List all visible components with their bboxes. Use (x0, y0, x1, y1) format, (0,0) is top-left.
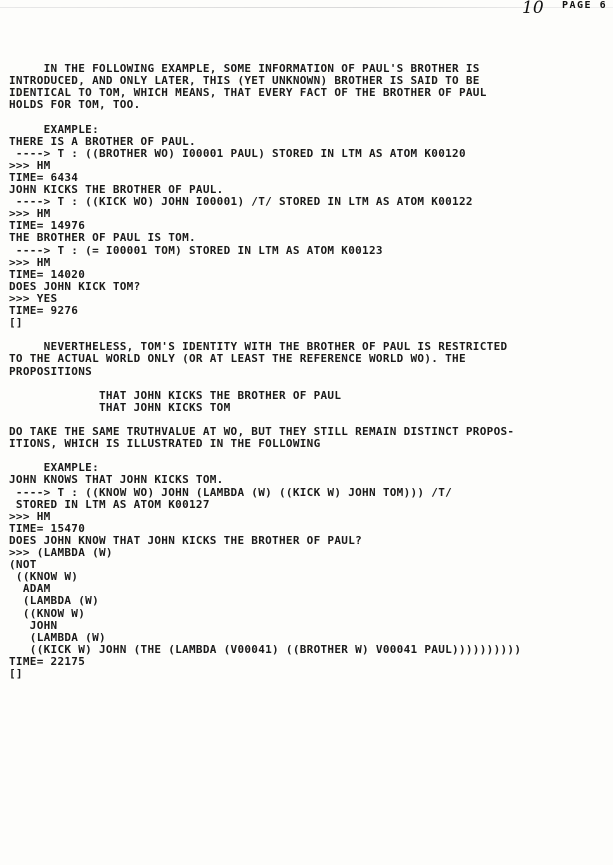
text-line: EXAMPLE: (9, 461, 99, 475)
text-line: INTRODUCED, AND ONLY LATER, THIS (YET UNKNOWN) BROTHER IS SAID TO BE (9, 74, 480, 88)
text-line: ----> T : (= I00001 TOM) STORED IN LTM AS ATOM K00123 (9, 243, 383, 257)
text-line: ((KNOW W) (9, 606, 86, 620)
text-line: DOES JOHN KNOW THAT JOHN KICKS THE BROTHER OF PAUL? (9, 533, 363, 547)
text-line: (LAMBDA (W) (9, 594, 99, 608)
text-line: TIME= 15470 (9, 521, 86, 535)
text-line: THAT JOHN KICKS THE BROTHER OF PAUL (9, 388, 342, 402)
text-line: DOES JOHN KICK TOM? (9, 279, 141, 293)
page-number-label: PAGE 6 (562, 0, 608, 11)
text-line: ADAM (9, 582, 51, 596)
text-line: JOHN KNOWS THAT JOHN KICKS TOM. (9, 473, 224, 487)
text-line: EXAMPLE: (9, 122, 99, 136)
text-line: JOHN (9, 618, 58, 632)
text-line: >>> (LAMBDA (W) (9, 546, 113, 559)
text-line: >>> HM (9, 207, 51, 221)
text-line: ((KNOW W) (9, 570, 79, 584)
text-line: IDENTICAL TO TOM, WHICH MEANS, THAT EVERY FACT OF THE BROTHER OF PAUL (9, 86, 487, 100)
text-line: TIME= 22175 (9, 654, 86, 668)
text-line: ----> T : ((KNOW WO) JOHN (LAMBDA (W) ((KICK W) JOHN TOM))) /T/ (9, 485, 453, 499)
text-line: >>> HM (9, 255, 51, 269)
text-line: ----> T : ((BROTHER WO) I00001 PAUL) STORED IN LTM AS ATOM K00120 (9, 146, 466, 160)
text-line: TIME= 6434 (9, 170, 79, 184)
text-line: PROPOSITIONS (9, 364, 93, 378)
text-line: HOLDS FOR TOM, TOO. (9, 98, 141, 112)
text-line: TIME= 14976 (9, 219, 86, 233)
text-line: DO TAKE THE SAME TRUTHVALUE AT WO, BUT THEY STILL REMAIN DISTINCT PROPOS- (9, 425, 515, 438)
text-line: THAT JOHN KICKS TOM (9, 400, 231, 414)
handwritten-page-number: 10 (522, 0, 544, 18)
text-line: ITIONS, WHICH IS ILLUSTRATED IN THE FOLLOWING (9, 437, 321, 451)
text-line: IN THE FOLLOWING EXAMPLE, SOME INFORMATION OF PAUL'S BROTHER IS (9, 62, 480, 75)
text-line: (LAMBDA (W) (9, 630, 106, 644)
text-line: >>> YES (9, 291, 58, 305)
text-line: [] (9, 316, 23, 330)
text-line: >>> HM (9, 158, 51, 172)
text-line: ((KICK W) JOHN (THE (LAMBDA (V00041) ((BROTHER W) V00041 PAUL)))))))))) (9, 642, 522, 656)
text-line: TO THE ACTUAL WORLD ONLY (OR AT LEAST THE REFERENCE WORLD WO). THE (9, 352, 466, 366)
text-line: ----> T : ((KICK WO) JOHN I00001) /T/ STORED IN LTM AS ATOM K00122 (9, 195, 473, 209)
text-line: STORED IN LTM AS ATOM K00127 (9, 497, 210, 511)
text-line: THE BROTHER OF PAUL IS TOM. (9, 231, 196, 245)
text-line: JOHN KICKS THE BROTHER OF PAUL. (9, 183, 224, 196)
text-line: [] (9, 667, 23, 680)
text-line: (NOT (9, 558, 37, 572)
text-line: >>> HM (9, 509, 51, 523)
text-line: NEVERTHELESS, TOM'S IDENTITY WITH THE BROTHER OF PAUL IS RESTRICTED (9, 340, 508, 354)
text-line: TIME= 9276 (9, 304, 79, 317)
text-line: TIME= 14020 (9, 267, 86, 281)
text-line: THERE IS A BROTHER OF PAUL. (9, 134, 196, 148)
